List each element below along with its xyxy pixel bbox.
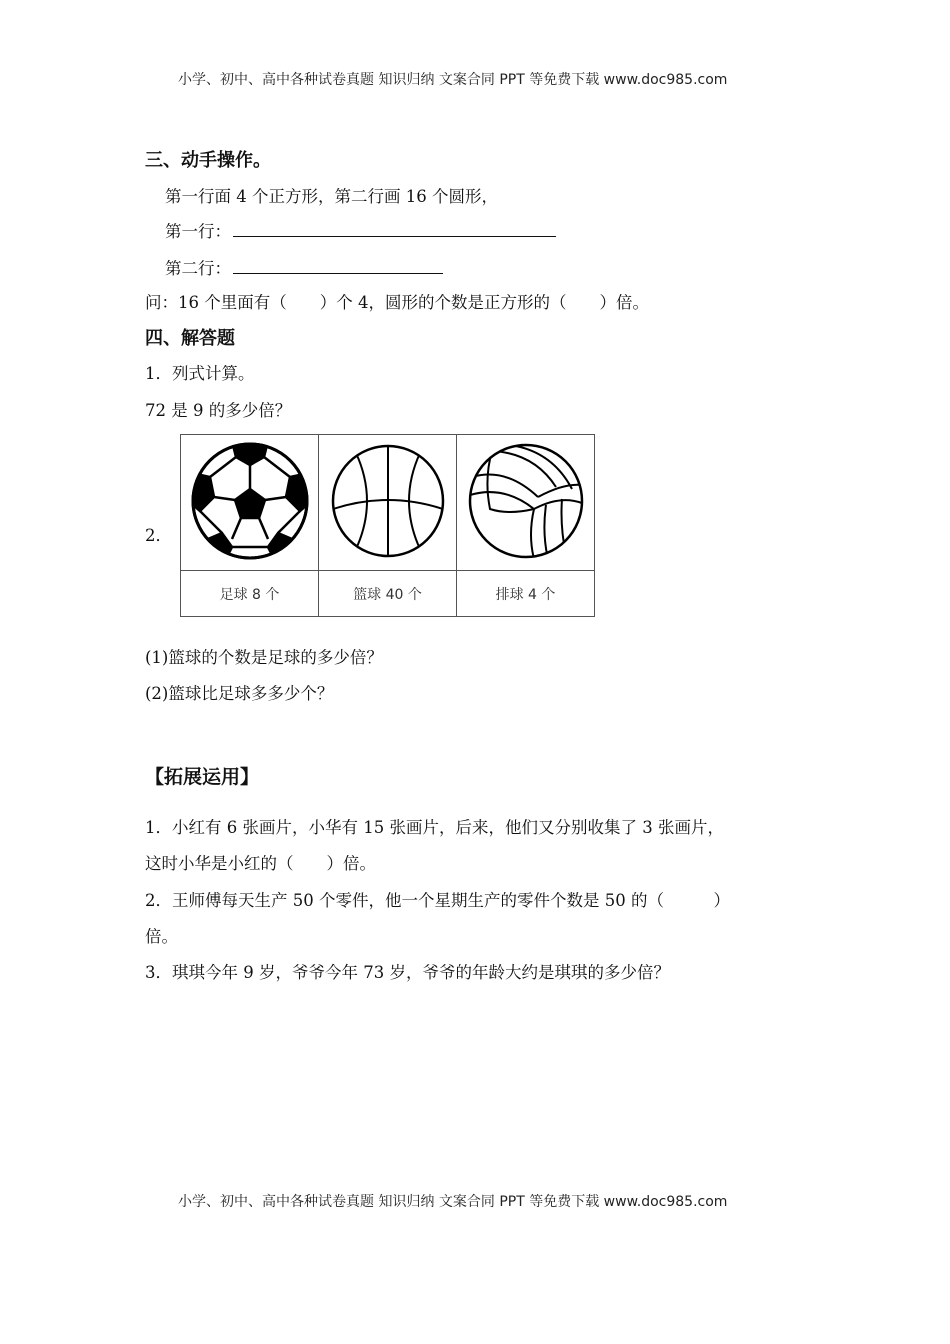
ball-image-cell [457,435,595,571]
row-1-answer [165,218,556,242]
extension-q2-line2: 倍。 [145,927,178,946]
soccer-ball-icon [188,439,312,563]
section-4-title: 四、解答题 [145,328,235,349]
page-footer: 小学、初中、高中各种试卷真题 知识归纳 文案合同 PPT 等免费下载 www.doc985.com [178,1194,728,1210]
row-2-answer [165,255,443,279]
row-2-blank[interactable] [233,255,443,274]
section-3-title: 三、动手操作。 [145,150,271,171]
extension-title: 【拓展运用】 [145,766,260,788]
ball-image-cell [319,435,457,571]
question-2-number: 2． [145,526,172,545]
row-1-label: 第一行： [165,222,231,241]
ball-label: 排球 4 个 [457,571,595,617]
extension-q1-line2: 这时小华是小红的（ ）倍。 [145,854,376,873]
section-3-question: 问：16 个里面有（ ）个 4，圆形的个数是正方形的（ ）倍。 [145,293,649,312]
extension-q1-line1: 1．小红有 6 张画片，小华有 15 张画片，后来，他们又分别收集了 3 张画片， [145,818,724,837]
question-2-sub-2: (2)篮球比足球多多少个？ [145,684,334,703]
ball-image-cell [181,435,319,571]
question-1-title: 1．列式计算。 [145,364,255,383]
section-3-instruction: 第一行面 4 个正方形，第二行画 16 个圆形， [165,187,498,206]
question-1-text: 72 是 9 的多少倍？ [145,401,292,420]
question-2-sub-1: (1)篮球的个数是足球的多少倍？ [145,648,383,667]
row-1-blank[interactable] [233,218,556,237]
ball-label: 篮球 40 个 [319,571,457,617]
ball-label: 足球 8 个 [181,571,319,617]
basketball-icon [326,439,450,563]
extension-q2-line1: 2．王师傅每天生产 50 个零件，他一个星期生产的零件个数是 50 的（ ） [145,891,730,910]
volleyball-icon [464,439,588,563]
extension-q3: 3．琪琪今年 9 岁，爷爷今年 73 岁，爷爷的年龄大约是琪琪的多少倍？ [145,963,670,982]
page-header: 小学、初中、高中各种试卷真题 知识归纳 文案合同 PPT 等免费下载 www.doc985.com [178,72,728,88]
balls-table [180,434,595,617]
row-2-label: 第二行： [165,259,231,278]
